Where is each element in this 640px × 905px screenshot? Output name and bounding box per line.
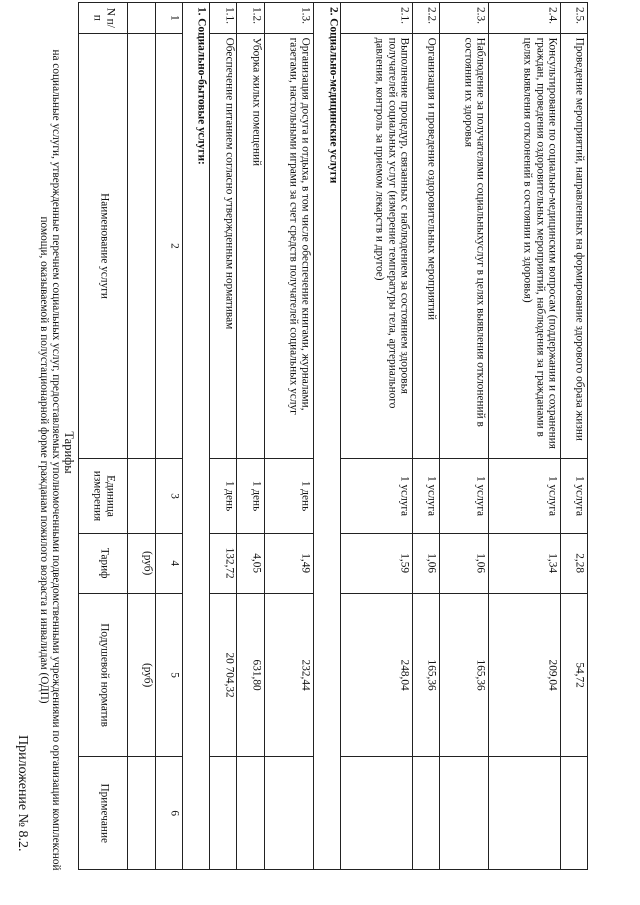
- table-row: [237, 3, 264, 870]
- table-row: [341, 3, 412, 870]
- row-number: 1.3.: [264, 3, 313, 34]
- section-row: [182, 3, 209, 870]
- service-norm: 165,36: [439, 593, 488, 757]
- section-row: [314, 3, 341, 870]
- service-name: Организация досуга и отдыха, в том числе обеспечение книгами, журналами, газетами, настольными играми за счет средств получателей социальных услуг: [264, 33, 313, 459]
- tariffs-table: [78, 2, 588, 870]
- service-norm: 165,36: [412, 593, 439, 757]
- norm-unit-label: (руб): [128, 593, 155, 757]
- service-norm: 248,04: [341, 593, 412, 757]
- service-note: [210, 757, 237, 870]
- table-row: [439, 3, 488, 870]
- service-note: [560, 757, 587, 870]
- table-header-row: [79, 3, 128, 870]
- table-row: [210, 3, 237, 870]
- service-unit: 1 услуга: [341, 459, 412, 533]
- table-units-row: [128, 3, 155, 870]
- table-row: [264, 3, 313, 870]
- column-header-name: Наименование услуги: [79, 33, 128, 459]
- service-name: Проведение мероприятий, направленных на формирование здорового образа жизни: [560, 33, 587, 459]
- service-norm: 54,72: [560, 593, 587, 757]
- column-number: 5: [155, 593, 182, 757]
- service-tariff: 1,34: [489, 533, 560, 593]
- service-norm: 20 704,32: [210, 593, 237, 757]
- row-number: 2.2.: [412, 3, 439, 34]
- service-name: Уборка жилых помещений: [237, 33, 264, 459]
- row-number: 2.4.: [489, 3, 560, 34]
- table-row: [489, 3, 560, 870]
- row-number: 2.5.: [560, 3, 587, 34]
- column-number: 6: [155, 757, 182, 870]
- section-title: 1. Социально-бытовые услуги:: [182, 3, 209, 870]
- table-row: [560, 3, 587, 870]
- service-unit: 1 услуга: [560, 459, 587, 533]
- column-number: 4: [155, 533, 182, 593]
- service-name: Обеспечение питанием согласно утвержденным нормативам: [210, 33, 237, 459]
- service-unit: 1 услуга: [439, 459, 488, 533]
- service-tariff: 132,72: [210, 533, 237, 593]
- service-note: [489, 757, 560, 870]
- service-unit: 1 услуга: [489, 459, 560, 533]
- document-title: Тарифы: [62, 431, 76, 474]
- column-header-tariff: Тариф: [79, 533, 128, 593]
- service-tariff: 1,06: [439, 533, 488, 593]
- column-number: 1: [155, 3, 182, 34]
- appendix-number: Приложение № 8.2.: [15, 735, 30, 852]
- row-number: 1.2.: [237, 3, 264, 34]
- service-name: Организация и проведение оздоровительных мероприятий: [412, 33, 439, 459]
- service-tariff: 2,28: [560, 533, 587, 593]
- service-name: Наблюдение за получателями социальныхуслуг в целях выявления отклонений в состоянии их здоровья: [439, 33, 488, 459]
- column-header-unit: Единица измерения: [79, 459, 128, 533]
- document-subtitle: на социальные услуги, утвержденные перечнем социальных услуг, предоставляемых уполномоченными подведомственными учреждениями по организации комплексной помощи, оказываемой в полустационарной форме гражданам пожилого возраста и инвалидам (ОДП): [38, 49, 62, 871]
- service-tariff: 4,05: [237, 533, 264, 593]
- service-name: Выполнение процедур, связанных с наблюдением за состоянием здоровья получателей социальных услуг (измерение температуры тела, артериального давления, контроль за приемом лекарств и другое): [341, 33, 412, 459]
- service-note: [439, 757, 488, 870]
- tariff-unit-label: (руб): [128, 533, 155, 593]
- row-number: 1.1.: [210, 3, 237, 34]
- service-norm: 209,04: [489, 593, 560, 757]
- section-title: 2. Социально-медицинские услуги: [314, 3, 341, 870]
- service-unit: 1 услуга: [412, 459, 439, 533]
- column-header-norm: Подушевой норматив: [79, 593, 128, 757]
- service-note: [341, 757, 412, 870]
- column-header-number: N п/п: [79, 3, 128, 34]
- service-norm: 631,80: [237, 593, 264, 757]
- column-numbers-row: [155, 3, 182, 870]
- row-number: 2.3.: [439, 3, 488, 34]
- service-note: [237, 757, 264, 870]
- column-number: 3: [155, 459, 182, 533]
- service-note: [412, 757, 439, 870]
- table-row: [412, 3, 439, 870]
- service-unit: 1 день: [210, 459, 237, 533]
- service-note: [264, 757, 313, 870]
- service-norm: 232,44: [264, 593, 313, 757]
- service-tariff: 1,59: [341, 533, 412, 593]
- column-number: 2: [155, 33, 182, 459]
- row-number: 2.1.: [341, 3, 412, 34]
- column-header-note: Примечание: [79, 757, 128, 870]
- service-tariff: 1,49: [264, 533, 313, 593]
- service-name: Консультирование по социально-медицинским вопросам (поддержания и сохранения граждан, проведения оздоровительных мероприятий, наблюдения за гражданами в целях выявления отклонений в состоянии их здоровья): [489, 33, 560, 459]
- service-unit: 1 день: [237, 459, 264, 533]
- service-tariff: 1,06: [412, 533, 439, 593]
- service-unit: 1 день: [264, 459, 313, 533]
